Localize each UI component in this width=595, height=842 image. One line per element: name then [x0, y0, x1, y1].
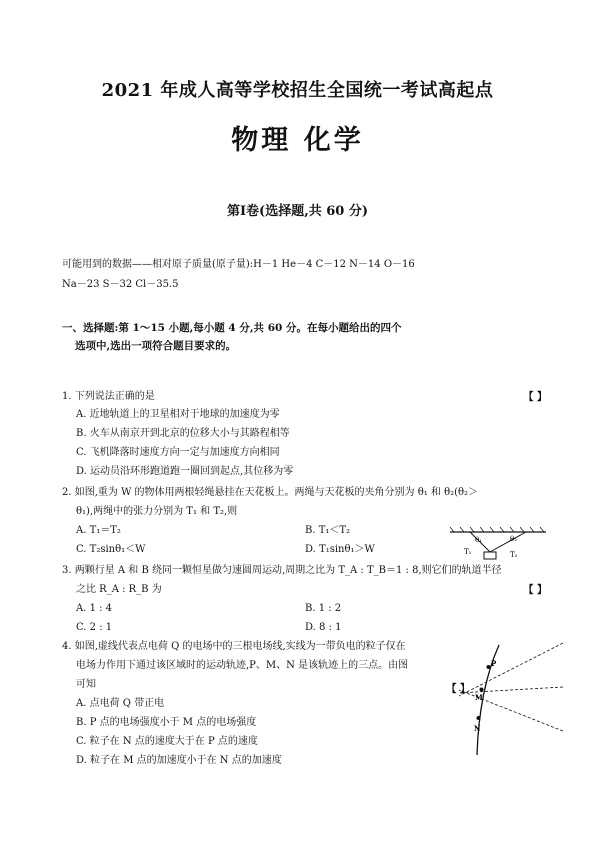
question-4-option-c: C. 粒子在 N 点的速度大于在 P 点的速度: [76, 736, 258, 747]
exam-title: 2021 年成人高等学校招生全国统一考试高起点: [101, 80, 494, 101]
question-4-stem-line2: 电场力作用下通过该区域时的运动轨迹,P、M、N 是该轨迹上的三点。由图: [76, 660, 409, 671]
question-4-stem-line1: 4. 如图,虚线代表点电荷 Q 的电场中的三根电场线,实线为一带负电的粒子仅在: [62, 641, 406, 652]
question-2-option-b: B. T₁＜T₂: [305, 525, 351, 536]
question-3-option-a: A. 1 : 4: [76, 603, 113, 614]
part-title: 第Ⅰ卷(选择题,共 60 分): [226, 204, 369, 219]
question-4-option-a: A. 点电荷 Q 带正电: [76, 698, 165, 709]
question-3-stem-line2: 之比 R_A : R_B 为: [76, 584, 162, 595]
question-1-answer-bracket[interactable]: 【 】: [523, 392, 547, 403]
question-2-option-c: C. T₂sinθ₁＜W: [76, 544, 146, 555]
question-4-option-b: B. P 点的电场强度小于 M 点的电场强度: [76, 717, 257, 728]
question-1-option-c: C. 飞机降落时速度方向一定与加速度方向相同: [76, 447, 280, 458]
subject-title: 物理 化学: [231, 125, 364, 156]
rope-2: [490, 532, 526, 552]
question-2-stem-line1: 2. 如图,重为 W 的物体用两根轻绳悬挂在天花板上。两绳与天花板的夹角分别为 θ₁ 和 θ₂(θ₂＞: [62, 487, 479, 498]
question-3-stem-line1: 3. 两颗行星 A 和 B 绕同一颗恒星做匀速圆周运动,周期之比为 T_A : T_B＝1 : 8,则它们的轨道半径: [62, 565, 502, 576]
question-3-option-c: C. 2 : 1: [76, 622, 113, 633]
question-2-figure: [448, 524, 548, 562]
section-instruction-line2: 选项中,选出一项符合题目要求的。: [75, 340, 237, 352]
label-n: N: [474, 724, 481, 733]
label-p: P: [491, 659, 497, 668]
point-p: [487, 665, 491, 669]
point-n: [477, 716, 481, 720]
atomic-mass-note-line2: Na－23 S－32 Cl－35.5: [62, 279, 179, 290]
label-t1: T₁: [464, 548, 472, 556]
point-m: [480, 688, 484, 692]
question-2-option-d: D. T₁sinθ₁＞W: [305, 544, 375, 555]
question-4-figure: [455, 640, 565, 760]
label-theta1: θ₁: [475, 536, 483, 544]
question-1-option-a: A. 近地轨道上的卫星相对于地球的加速度为零: [76, 409, 280, 420]
question-2-option-a: A. T₁＝T₂: [76, 525, 121, 536]
atomic-mass-note-line1: 可能用到的数据——相对原子质量(原子量):H－1 He－4 C－12 N－14 O－16: [62, 259, 415, 270]
section-instruction-line1: 一、选择题:第 1～15 小题,每小题 4 分,共 60 分。在每小题给出的四个: [62, 322, 402, 334]
question-2-stem-line2: θ₁),两绳中的张力分别为 T₁ 和 T₂,则: [76, 506, 238, 517]
question-4-answer-bracket[interactable]: 【 】: [446, 684, 470, 695]
hanging-weight: [484, 552, 496, 559]
question-1-option-b: B. 火车从南京开到北京的位移大小与其路程相等: [76, 428, 290, 439]
ceiling-hatching: [450, 527, 544, 532]
question-3-answer-bracket[interactable]: 【 】: [523, 585, 547, 596]
question-3-option-b: B. 1 : 2: [305, 603, 342, 614]
label-theta2: θ₂: [510, 535, 518, 543]
label-t2: T₂: [510, 551, 518, 559]
question-1-stem: 1. 下列说法正确的是: [62, 391, 155, 402]
label-m: M: [475, 693, 483, 702]
electric-field-lines: [459, 643, 563, 731]
question-1-option-d: D. 运动员沿环形跑道跑一圈回到起点,其位移为零: [76, 466, 294, 477]
question-4-option-d: D. 粒子在 M 点的加速度小于在 N 点的加速度: [76, 755, 282, 766]
question-3-option-d: D. 8 : 1: [305, 622, 342, 633]
question-4-stem-line3: 可知: [76, 679, 96, 690]
